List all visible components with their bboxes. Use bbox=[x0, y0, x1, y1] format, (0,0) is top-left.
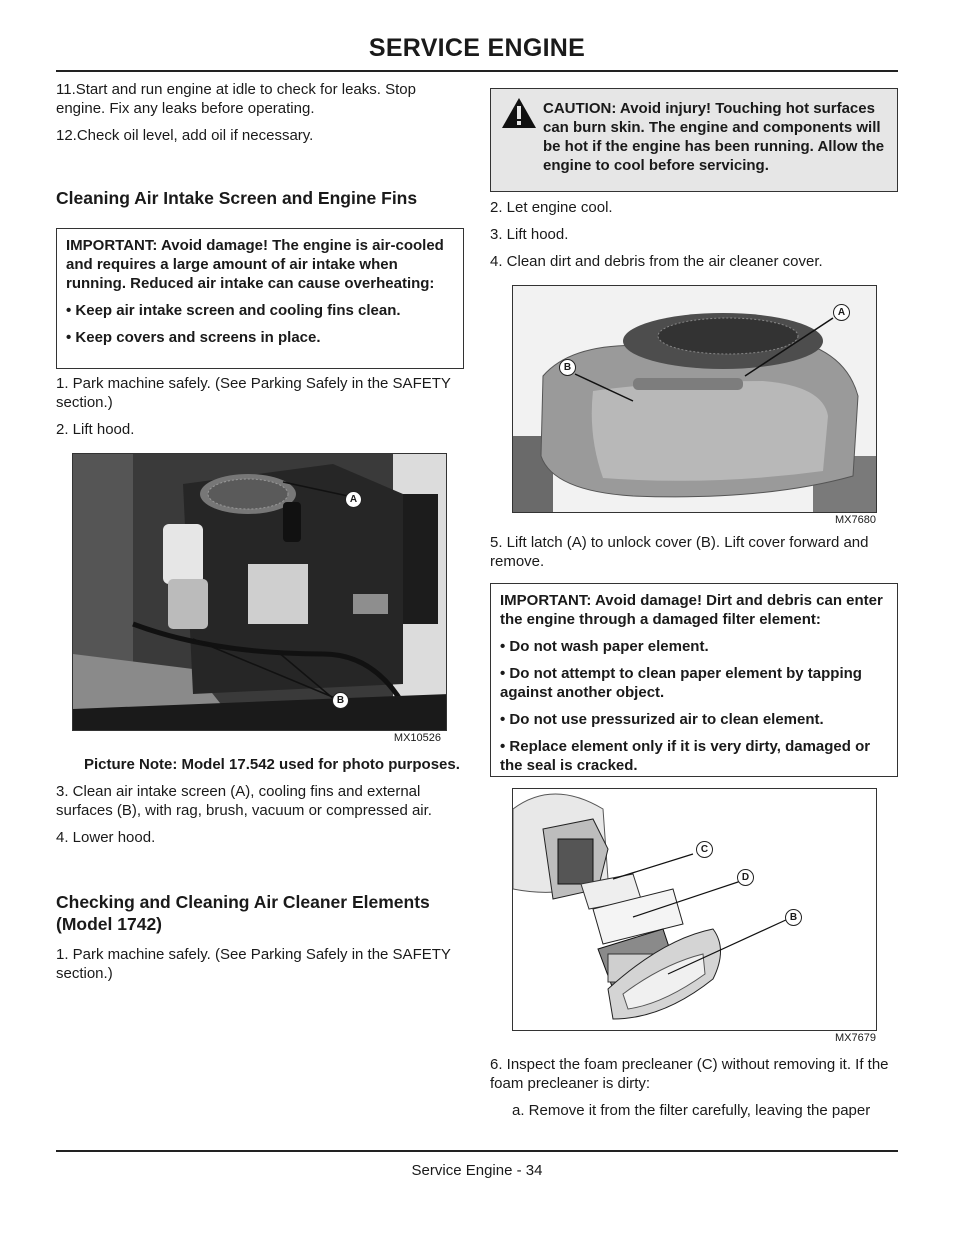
callout-b: B bbox=[785, 909, 802, 926]
bullet-item: • Replace element only if it is very dirty, damaged or the seal is cracked. bbox=[500, 738, 871, 774]
picture-note: Picture Note: Model 17.542 used for photo purposes. bbox=[84, 756, 460, 773]
caution-text: CAUTION: Avoid injury! Touching hot surfaces can burn skin. The engine and components will be hot if the engine has been running. Allow the engine to cool before servicing. bbox=[543, 100, 885, 174]
engine-photo-illustration bbox=[73, 454, 447, 731]
callout-d: D bbox=[737, 869, 754, 886]
engine-photo bbox=[72, 453, 447, 731]
left-column bbox=[56, 80, 466, 991]
step-4-clean-cover: 4. Clean dirt and debris from the air cleaner cover. bbox=[490, 253, 823, 270]
important-text: IMPORTANT: Avoid damage! Dirt and debris can enter the engine through a damaged filter element: bbox=[500, 592, 883, 628]
callout-a: A bbox=[833, 304, 850, 321]
bullet-item: • Keep covers and screens in place. bbox=[66, 329, 321, 346]
page-title: SERVICE ENGINE bbox=[368, 34, 586, 62]
callout-b: B bbox=[559, 359, 576, 376]
step-4-lower-hood: 4. Lower hood. bbox=[56, 829, 156, 846]
figure-code: MX10526 bbox=[393, 732, 441, 744]
callout-b: B bbox=[332, 692, 349, 709]
step-12: 12.Check oil level, add oil if necessary. bbox=[56, 127, 314, 144]
step-6-inspect: 6. Inspect the foam precleaner (C) without removing it. If the foam precleaner is dirty: bbox=[490, 1056, 889, 1092]
step-2-cool: 2. Let engine cool. bbox=[490, 199, 613, 216]
warning-triangle-icon bbox=[501, 97, 537, 129]
step-1-park-b: 1. Park machine safely. (See Parking Safely in the SAFETY section.) bbox=[56, 946, 451, 982]
figure-code: MX7680 bbox=[835, 514, 876, 526]
important-box-air-intake bbox=[56, 228, 464, 369]
step-11: 11.Start and run engine at idle to check for leaks. Stop engine. Fix any leaks before operating. bbox=[56, 81, 416, 117]
step-1-park: 1. Park machine safely. (See Parking Safely in the SAFETY section.) bbox=[56, 375, 451, 411]
page-footer: Service Engine - 34 bbox=[411, 1162, 543, 1179]
filter-exploded-illustration bbox=[513, 789, 877, 1031]
filter-exploded-diagram bbox=[512, 788, 877, 1031]
caution-box bbox=[490, 88, 898, 192]
header-rule bbox=[56, 70, 898, 72]
bullet-item: • Keep air intake screen and cooling fins clean. bbox=[66, 302, 401, 319]
right-column bbox=[490, 88, 900, 1128]
step-2-lift-hood: 2. Lift hood. bbox=[56, 421, 135, 438]
bullet-item: • Do not attempt to clean paper element by tapping against another object. bbox=[500, 665, 862, 701]
bullet-item: • Do not use pressurized air to clean element. bbox=[500, 711, 824, 728]
callout-a: A bbox=[345, 491, 362, 508]
section-heading-air-cleaner: Checking and Cleaning Air Cleaner Elements (Model 1742) bbox=[56, 892, 430, 934]
air-cleaner-cover-photo bbox=[512, 285, 877, 513]
section-heading-air-intake: Cleaning Air Intake Screen and Engine Fins bbox=[56, 188, 418, 208]
figure-code: MX7679 bbox=[835, 1032, 876, 1044]
important-box-filter bbox=[490, 583, 898, 777]
step-3-clean-screen: 3. Clean air intake screen (A), cooling fins and external surfaces (B), with rag, brush, vacuum or compressed air. bbox=[56, 783, 432, 819]
step-5-lift-latch: 5. Lift latch (A) to unlock cover (B). Lift cover forward and remove. bbox=[490, 534, 869, 570]
callout-c: C bbox=[696, 841, 713, 858]
bullet-item: • Do not wash paper element. bbox=[500, 638, 709, 655]
air-cleaner-cover-illustration bbox=[513, 286, 877, 513]
step-3-lift-hood: 3. Lift hood. bbox=[490, 226, 569, 243]
footer-rule bbox=[56, 1150, 898, 1152]
important-text: IMPORTANT: Avoid damage! The engine is air-cooled and requires a large amount of air intake when running. Reduced air intake can cause overheating: bbox=[66, 237, 444, 292]
step-6a-remove: a. Remove it from the filter carefully, leaving the paper bbox=[512, 1102, 871, 1119]
